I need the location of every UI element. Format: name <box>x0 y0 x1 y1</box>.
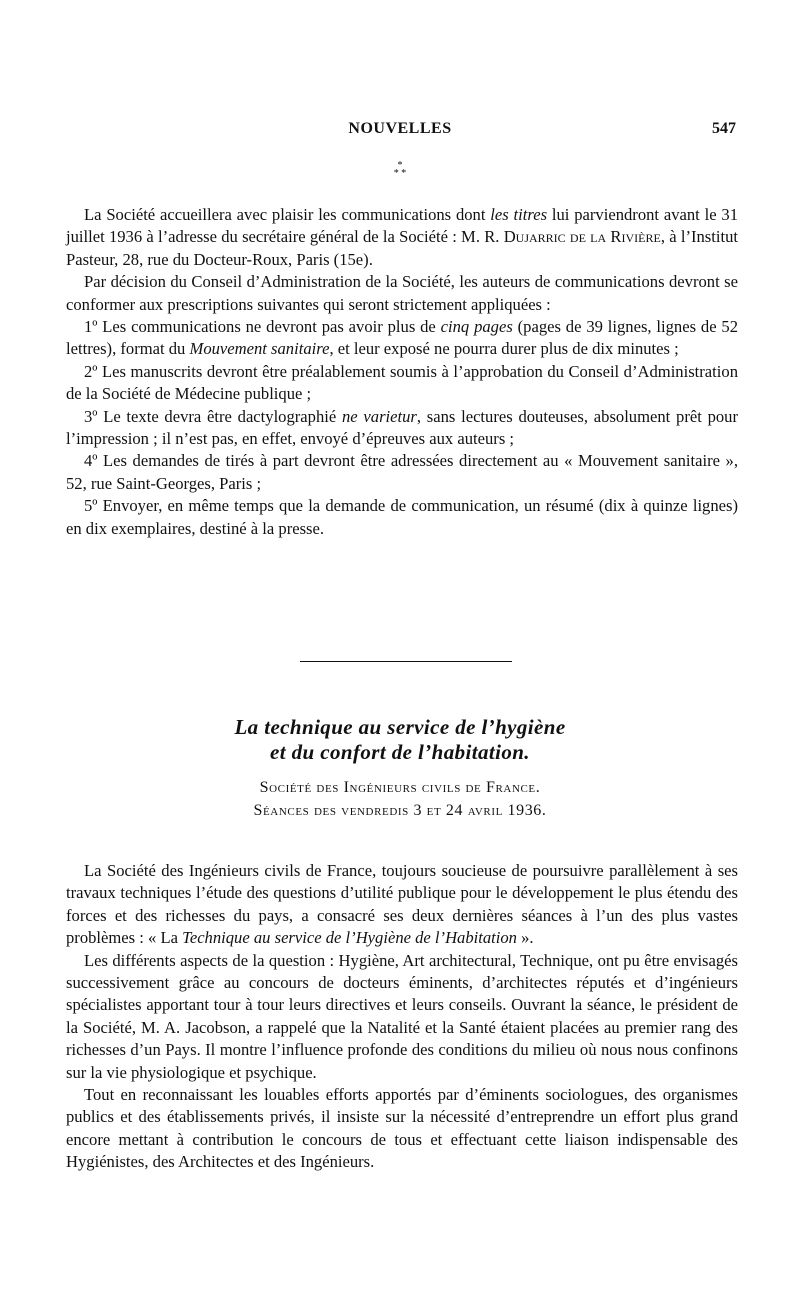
rule-item-5: 5º Envoyer, en même temps que la demande de communication, un résumé (dix à quinze lignes) en dix exemplaires, destiné à la presse. <box>66 496 738 538</box>
asterism-bottom: * * <box>393 168 407 179</box>
rules-intro-paragraph: Par décision du Conseil d’Administration de la Société, les auteurs de communications devront se conformer aux prescriptions suivantes qui seront strictement appliquées : <box>66 272 738 314</box>
running-head: NOUVELLES <box>348 120 452 137</box>
section-divider <box>300 661 512 662</box>
announcement-paragraph: La Société accueillera avec plaisir les communications dont les titres lui parviendront avant le 31 juillet 1936 à l’adresse du secrétaire général de la Société : M. R. Dujarric de la Rivière, à l’Institut Pasteur, 28, rue du Docteur-Roux, Paris (15e). <box>66 205 739 269</box>
body-paragraph-3: Tout en reconnaissant les louables efforts apportés par d’éminents sociologues, des organismes publics et des établissements privés, il insiste sur la nécessité d’entreprendre un effort plus grand encore mettant à contribution le concours de tous et effectuant cette liaison indispensable des Hygiénistes, des Architectes et des Ingénieurs. <box>66 1085 738 1172</box>
section-title-line-2: et du confort de l’habitation. <box>270 740 530 764</box>
announcement-block <box>66 204 738 540</box>
asterism-divider <box>0 162 800 178</box>
asterism-top: * <box>397 160 403 171</box>
page-header <box>0 120 800 144</box>
rule-item-1: 1º Les communications ne devront pas avoir plus de cinq pages (pages de 39 lignes, lignes de 52 lettres), format du Mouvement sanitaire, et leur exposé ne pourra durer plus de dix minutes ; <box>66 317 739 359</box>
page-number: 547 <box>712 120 736 137</box>
body-paragraph-2: Les différents aspects de la question : Hygiène, Art architectural, Technique, ont pu être envisagés successivement grâce au concours de docteurs éminents, d’architectes réputés et d’ingénieurs spécialistes apportant tour à tour leurs directives et leurs conseils. Ouvrant la séance, le président de la Société, M. A. Jacobson, a rappelé que la Natalité et la Santé étaient placées au premier rang des richesses d’un Pays. Il montre l’influence profonde des conditions du milieu où nous nous confinons sur la vie physiologique et psychique. <box>66 950 738 1082</box>
society-name: Société des Ingénieurs civils de France. <box>259 779 541 796</box>
body-paragraph-1: La Société des Ingénieurs civils de France, toujours soucieuse de poursuivre parallèlement à ses travaux techniques l’étude des questions d’utilité publique pour le développement le plus étendu des forces et des richesses du pays, a consacré ses deux dernières séances à l’un des plus vastes problèmes : « La Technique au service de l’Hygiène de l’Habitation ». <box>66 861 738 948</box>
section-subheading <box>0 776 800 822</box>
rule-item-3: 3º Le texte devra être dactylographié ne varietur, sans lectures douteuses, absolument prêt pour l’impression ; il n’est pas, en effet, envoyé d’épreuves aux auteurs ; <box>66 406 738 449</box>
section-title <box>0 715 800 765</box>
rule-item-4: 4º Les demandes de tirés à part devront être adressées directement au « Mouvement sanitaire », 52, rue Saint-Georges, Paris ; <box>66 451 738 493</box>
rule-item-2: 2º Les manuscrits devront être préalablement soumis à l’approbation du Conseil d’Administration de la Société de Médecine publique ; <box>66 361 738 404</box>
section-title-line-1: La technique au service de l’hygiène <box>234 715 566 739</box>
session-dates: Séances des vendredis 3 et 24 avril 1936. <box>253 802 547 819</box>
article-body <box>66 860 738 1174</box>
secretary-name: Dujarric de la Rivière <box>503 227 661 247</box>
